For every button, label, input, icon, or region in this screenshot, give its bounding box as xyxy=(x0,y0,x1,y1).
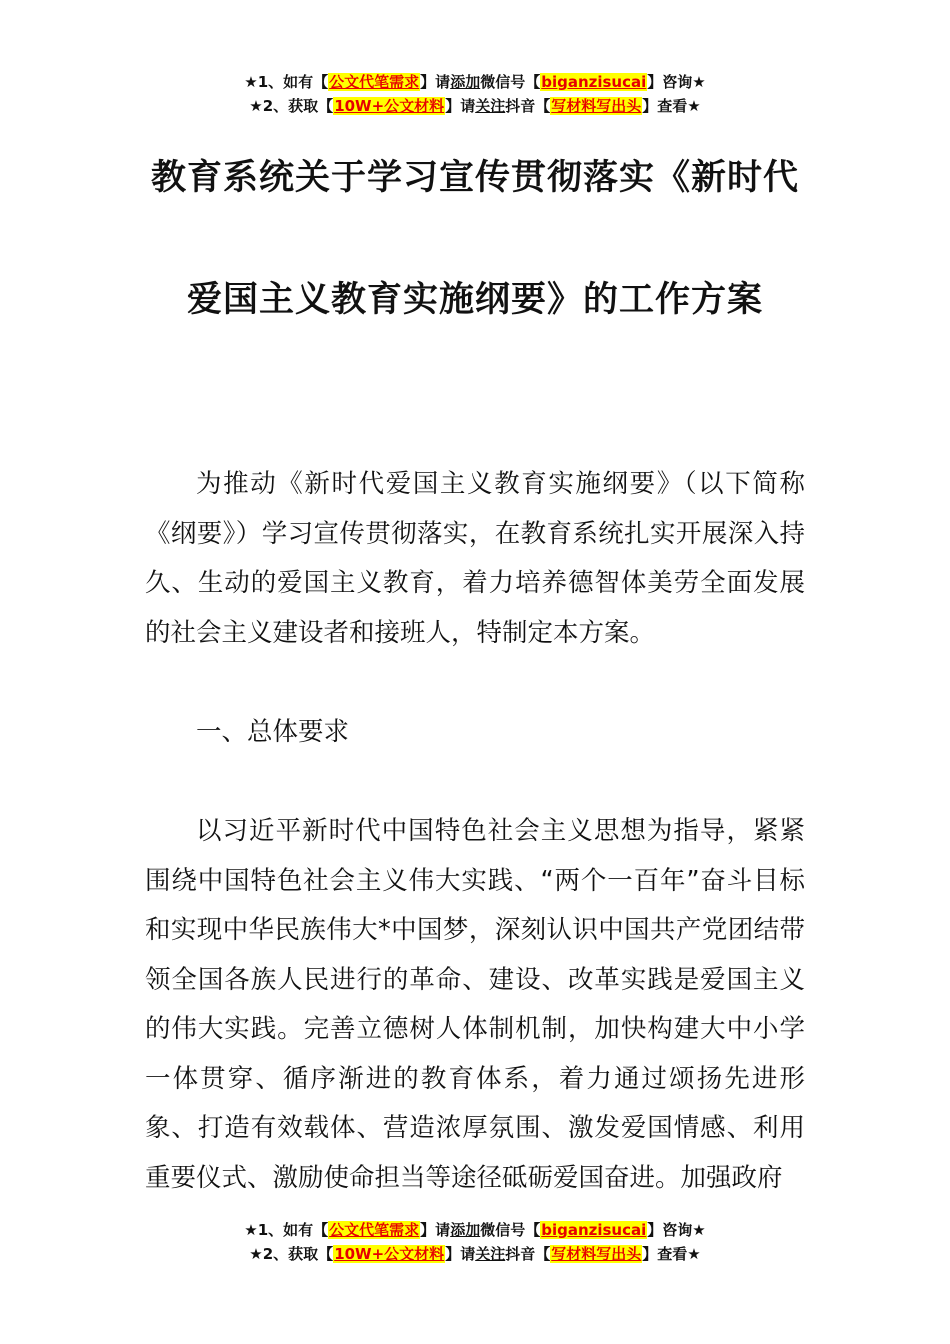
banner-text: 】请 xyxy=(420,1221,451,1239)
banner-text: 】请 xyxy=(445,97,476,115)
banner-text: 】查看★ xyxy=(642,97,701,115)
banner-text: ★1、如有【 xyxy=(244,1221,329,1239)
banner-text: 抖音【 xyxy=(505,1245,551,1263)
banner-text: 】查看★ xyxy=(642,1245,701,1263)
banner-text: 抖音【 xyxy=(505,97,551,115)
banner-text: 】请 xyxy=(420,73,451,91)
banner-highlight: 公文代笔需求 xyxy=(329,73,420,91)
banner-highlight: biganzisucai xyxy=(541,73,647,91)
banner-underlined-text: 关注 xyxy=(475,1245,506,1263)
banner-highlight: biganzisucai xyxy=(541,1221,647,1239)
banner-line-2 xyxy=(0,94,950,118)
banner-highlight: 10W+公文材料 xyxy=(334,1245,445,1263)
banner-highlight: 写材料写出头 xyxy=(551,97,642,115)
banner-highlight: 写材料写出头 xyxy=(551,1245,642,1263)
banner-text: ★1、如有【 xyxy=(244,73,329,91)
section-body-paragraph: 以习近平新时代中国特色社会主义思想为指导，紧紧围绕中国特色社会主义伟大实践、“两个一百年”奋斗目标和实现中华民族伟大*中国梦，深刻认识中国共产党团结带领全国各族人民进行的革命、建设、改革实践是爱国主义的伟大实践。完善立德树人体制机制，加快构建大中小学一体贯穿、循序渐进的教育体系，着力通过颂扬先进形象、打造有效载体、营造浓厚氛围、激发爱国情感、利用重要仪式、激励使命担当等途径砥砺爱国奋进。加强政府 xyxy=(145,816,805,1193)
document-title-line-2: 爱国主义教育实施纲要》的工作方案 xyxy=(186,280,763,320)
intro-paragraph: 为推动《新时代爱国主义教育实施纲要》（以下简称《纲要》）学习宣传贯彻落实，在教育系统扎实开展深入持久、生动的爱国主义教育，着力培养德智体美劳全面发展的社会主义建设者和接班人，特制定本方案。 xyxy=(145,469,805,648)
banner-text: 】咨询★ xyxy=(647,73,706,91)
footer-banner xyxy=(0,1218,950,1266)
banner-highlight: 10W+公文材料 xyxy=(334,97,445,115)
banner-underlined-text: 关注 xyxy=(475,97,506,115)
banner-text: 微信号【 xyxy=(480,73,541,91)
banner-line-1 xyxy=(0,70,950,94)
banner-highlight: 公文代笔需求 xyxy=(329,1221,420,1239)
banner-text: 微信号【 xyxy=(480,1221,541,1239)
banner-line-1 xyxy=(0,1218,950,1242)
banner-underlined-text: 添加 xyxy=(450,1221,481,1239)
banner-text: 】咨询★ xyxy=(647,1221,706,1239)
banner-text: ★2、获取【 xyxy=(249,97,334,115)
banner-underlined-text: 添加 xyxy=(450,73,481,91)
banner-text: ★2、获取【 xyxy=(249,1245,334,1263)
banner-text: 】请 xyxy=(445,1245,476,1263)
section-heading: 一、总体要求 xyxy=(196,717,350,747)
document-title-line-1: 教育系统关于学习宣传贯彻落实《新时代 xyxy=(150,158,799,198)
header-banner xyxy=(0,70,950,118)
banner-line-2 xyxy=(0,1242,950,1266)
